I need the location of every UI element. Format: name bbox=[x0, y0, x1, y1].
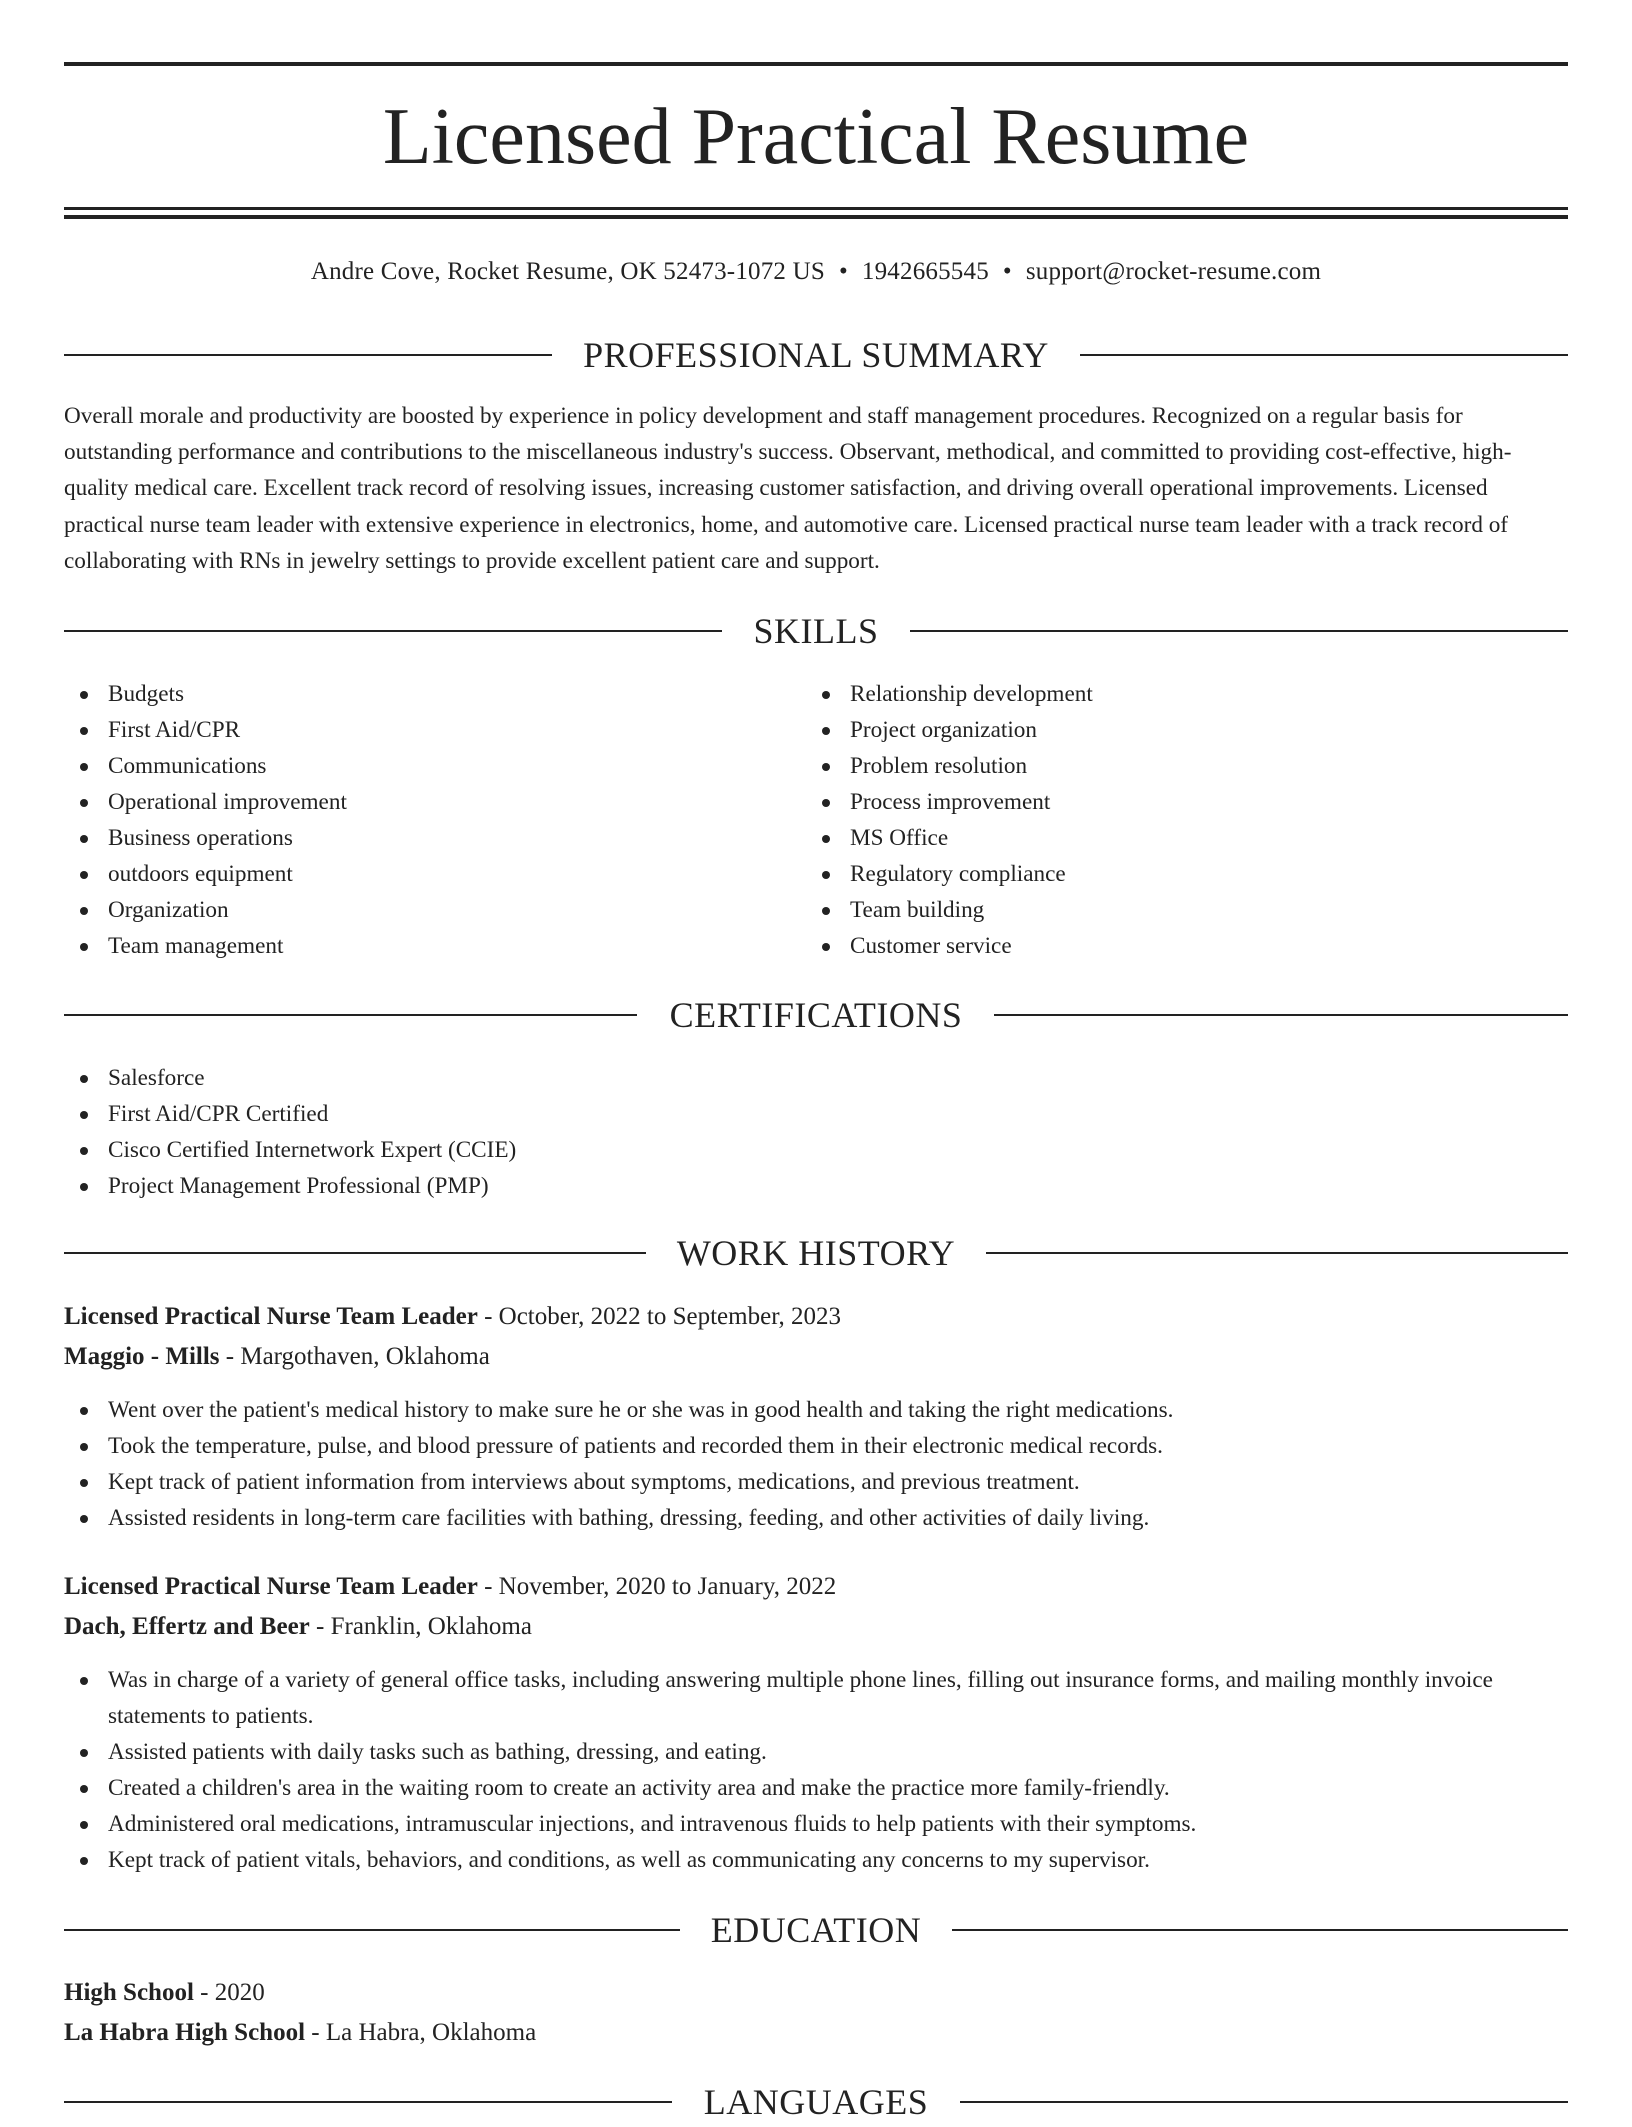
top-rule bbox=[64, 62, 1568, 66]
heading-rule-right bbox=[1080, 354, 1568, 356]
section-title: PROFESSIONAL SUMMARY bbox=[583, 335, 1049, 375]
education-location: - La Habra, Oklahoma bbox=[305, 2019, 537, 2046]
job-duty-item: Created a children's area in the waiting room to create an activity area and make the practice more family-friendly. bbox=[64, 1770, 1568, 1806]
job-employer-line bbox=[64, 1337, 1568, 1377]
job-duty-item: Assisted patients with daily tasks such as bathing, dressing, and eating. bbox=[64, 1734, 1568, 1770]
education-degree: High School bbox=[64, 1979, 194, 2006]
education-degree-line bbox=[64, 1973, 1568, 2013]
job-company: Maggio - Mills bbox=[64, 1343, 220, 1370]
job-duty-item: Was in charge of a variety of general office tasks, including answering multiple phone lines, filling out insurance forms, and mailing monthly invoice statements to patients. bbox=[64, 1662, 1568, 1734]
job-location: - Margothaven, Oklahoma bbox=[219, 1343, 490, 1370]
education-school-line bbox=[64, 2013, 1568, 2053]
job-title: Licensed Practical Nurse Team Leader bbox=[64, 1303, 478, 1330]
section-title: EDUCATION bbox=[710, 1910, 922, 1950]
heading-rule-right bbox=[960, 2101, 1568, 2103]
heading-rule-right bbox=[910, 630, 1568, 632]
section-title: CERTIFICATIONS bbox=[669, 995, 963, 1035]
job-duty-item: Took the temperature, pulse, and blood pressure of patients and recorded them in their electronic medical records. bbox=[64, 1428, 1568, 1464]
certification-item: Project Management Professional (PMP) bbox=[64, 1168, 1568, 1204]
certification-item: First Aid/CPR Certified bbox=[64, 1096, 1568, 1132]
job-duties-list bbox=[64, 1392, 1568, 1536]
job-title: Licensed Practical Nurse Team Leader bbox=[64, 1573, 478, 1600]
heading-rule-right bbox=[952, 1929, 1568, 1931]
job-dates: - November, 2020 to January, 2022 bbox=[477, 1573, 837, 1600]
certification-item: Salesforce bbox=[64, 1060, 1568, 1096]
section-title: SKILLS bbox=[753, 611, 879, 651]
skill-item: Project organization bbox=[806, 712, 1506, 748]
section-title: LANGUAGES bbox=[703, 2082, 929, 2122]
summary-text: Overall morale and productivity are boosted by experience in policy development and staff management procedures. Recognized on a regular basis for outstanding performance and contributions to the miscellaneous industry's success. Observant, methodical, and committed to providing cost-effective, high-quality medical care. Excellent track record of resolving issues, increasing customer satisfaction, and driving overall operational improvements. Licensed practical nurse team leader with extensive experience in electronics, home, and automotive care. Licensed practical nurse team leader with a track record of collaborating with RNs in jewelry settings to provide excellent patient care and support. bbox=[64, 403, 1512, 574]
job-dates: - October, 2022 to September, 2023 bbox=[477, 1303, 842, 1330]
resume-title: Licensed Practical Resume bbox=[382, 93, 1250, 181]
contact-separator: • bbox=[1002, 258, 1012, 285]
skill-item: Budgets bbox=[64, 676, 764, 712]
title-double-rule-upper bbox=[64, 207, 1568, 210]
section-title: WORK HISTORY bbox=[676, 1233, 956, 1273]
contact-line bbox=[64, 254, 1568, 290]
section-heading-certifications bbox=[64, 990, 1568, 1040]
section-heading-work-history bbox=[64, 1228, 1568, 1278]
skill-item: First Aid/CPR bbox=[64, 712, 764, 748]
skill-item: Business operations bbox=[64, 820, 764, 856]
heading-rule-right bbox=[994, 1014, 1568, 1016]
skill-item: Organization bbox=[64, 892, 764, 928]
skill-item: Relationship development bbox=[806, 676, 1506, 712]
job-duties-list bbox=[64, 1662, 1568, 1878]
skill-item: outdoors equipment bbox=[64, 856, 764, 892]
skills-list-left bbox=[64, 676, 764, 964]
section-heading-education bbox=[64, 1905, 1568, 1955]
education-year: - 2020 bbox=[193, 1979, 265, 2006]
skill-item: Regulatory compliance bbox=[806, 856, 1506, 892]
certification-item: Cisco Certified Internetwork Expert (CCIE) bbox=[64, 1132, 1568, 1168]
section-heading-summary bbox=[64, 330, 1568, 380]
skill-item: Team management bbox=[64, 928, 764, 964]
job-duty-item: Went over the patient's medical history to make sure he or she was in good health and taking the right medications. bbox=[64, 1392, 1568, 1428]
job-duty-item: Administered oral medications, intramuscular injections, and intravenous fluids to help patients with their symptoms. bbox=[64, 1806, 1568, 1842]
heading-rule-right bbox=[986, 1252, 1568, 1254]
skills-list-right bbox=[806, 676, 1506, 964]
skill-item: Process improvement bbox=[806, 784, 1506, 820]
certifications-list bbox=[64, 1060, 1568, 1204]
skill-item: MS Office bbox=[806, 820, 1506, 856]
education-school: La Habra High School bbox=[64, 2019, 306, 2046]
contact-address: Andre Cove, Rocket Resume, OK 52473-1072 US bbox=[310, 258, 825, 285]
skill-item: Customer service bbox=[806, 928, 1506, 964]
contact-phone: 1942665545 bbox=[861, 258, 989, 285]
section-heading-languages bbox=[64, 2077, 1568, 2127]
job-company: Dach, Effertz and Beer bbox=[64, 1613, 310, 1640]
job-location: - Franklin, Oklahoma bbox=[309, 1613, 532, 1640]
section-heading-skills bbox=[64, 606, 1568, 656]
job-duty-item: Kept track of patient vitals, behaviors, and conditions, as well as communicating any concerns to my supervisor. bbox=[64, 1842, 1568, 1878]
skill-item: Problem resolution bbox=[806, 748, 1506, 784]
contact-email[interactable]: support@rocket-resume.com bbox=[1025, 258, 1322, 285]
job-title-line bbox=[64, 1297, 1568, 1337]
job-duty-item: Kept track of patient information from interviews about symptoms, medications, and previous treatment. bbox=[64, 1464, 1568, 1500]
skill-item: Operational improvement bbox=[64, 784, 764, 820]
job-employer-line bbox=[64, 1607, 1568, 1647]
title-double-rule-lower bbox=[64, 215, 1568, 219]
job-title-line bbox=[64, 1567, 1568, 1607]
skill-item: Team building bbox=[806, 892, 1506, 928]
skill-item: Communications bbox=[64, 748, 764, 784]
job-duty-item: Assisted residents in long-term care facilities with bathing, dressing, feeding, and other activities of daily living. bbox=[64, 1500, 1568, 1536]
contact-separator: • bbox=[838, 258, 848, 285]
